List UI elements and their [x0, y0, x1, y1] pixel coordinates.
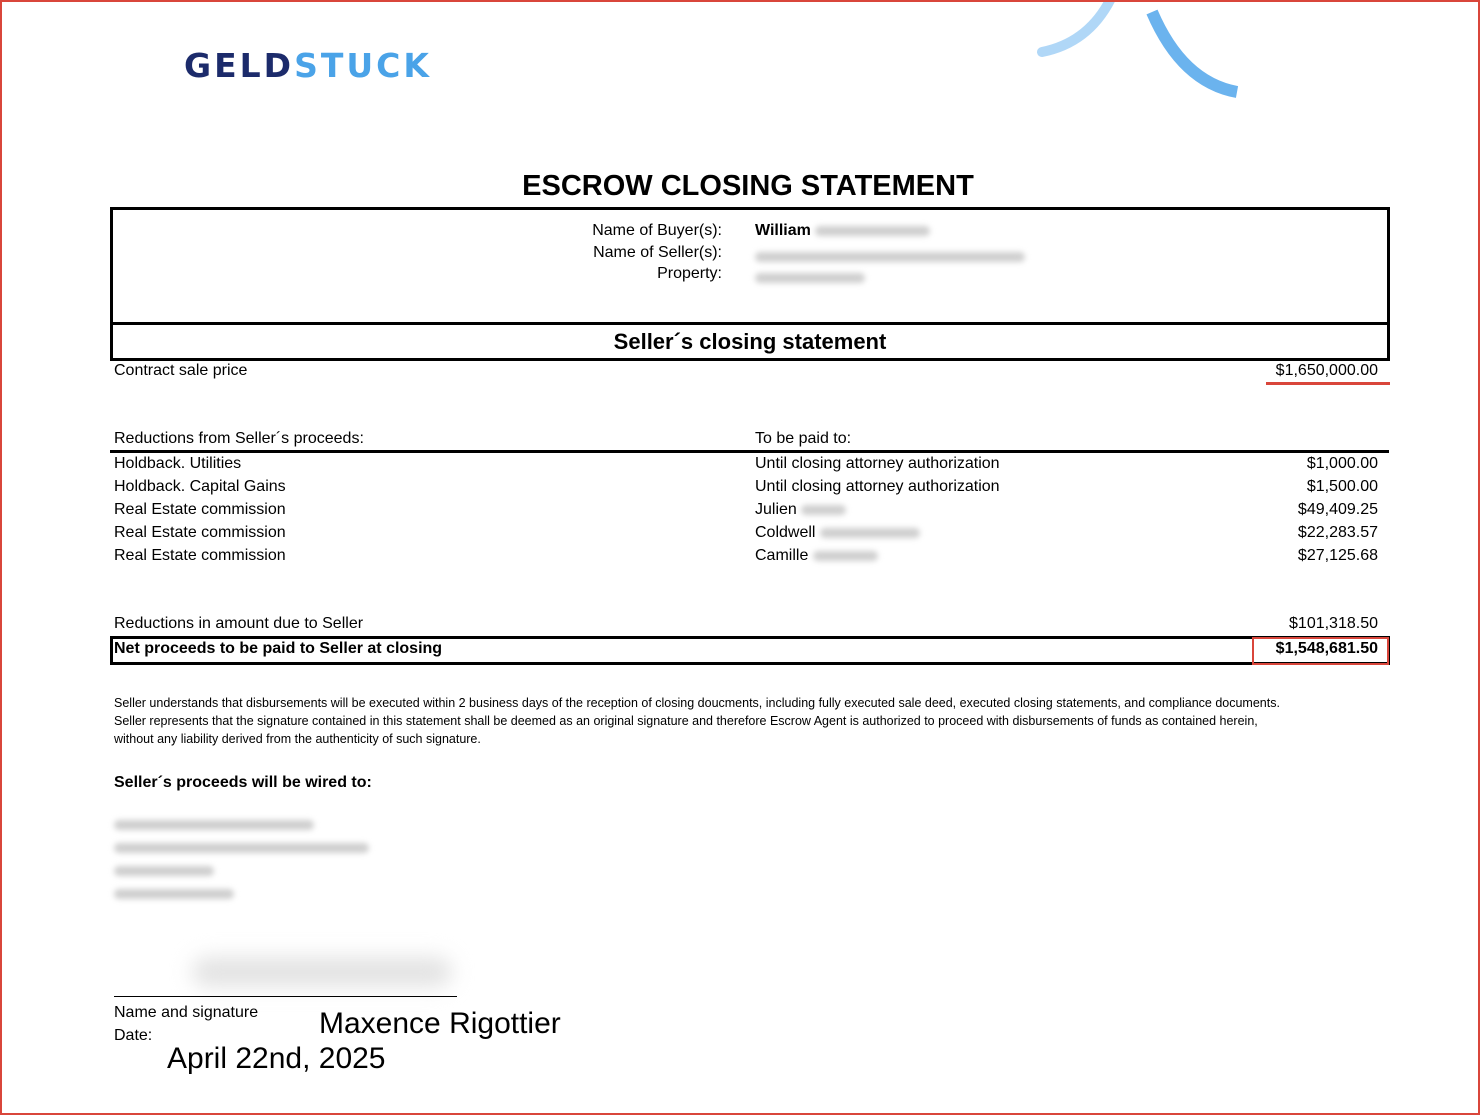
row-item: Holdback. Utilities: [114, 455, 242, 472]
disclaimer-line: without any liability derived from the authenticity of such signature.: [114, 732, 481, 746]
contract-highlight-underline: [1266, 382, 1390, 385]
buyer-value: [755, 222, 930, 240]
redacted-text: [114, 889, 234, 899]
seller-value-redacted: [755, 248, 1025, 266]
disclaimer: [114, 694, 1414, 748]
contract-value: $1,650,000.00: [1275, 362, 1378, 379]
parties-box: [110, 207, 1390, 325]
row-payee: Until closing attorney authorization: [755, 455, 1000, 472]
reductions-total-value: $101,318.50: [1289, 615, 1378, 632]
company-logo: GELDSTUCK: [184, 46, 432, 85]
redacted-text: [114, 866, 214, 876]
decorative-arc-graphic: [1022, 0, 1262, 112]
redacted-text: [114, 843, 369, 853]
payee-name: Coldwell: [755, 524, 816, 541]
row-payee: [755, 501, 846, 519]
row-item: Real Estate commission: [114, 501, 286, 518]
disclaimer-line: Seller represents that the signature contained in this statement shall be deemed as an original signature and therefore Escrow Agent is authorized to proceed with disbursements of funds as contained herein,: [114, 714, 1258, 728]
row-item: Real Estate commission: [114, 524, 286, 541]
net-proceeds-highlight: [1252, 637, 1389, 665]
row-amount: $27,125.68: [1297, 547, 1378, 564]
row-item: Holdback. Capital Gains: [114, 478, 286, 495]
section-title: Seller´s closing statement: [110, 322, 1390, 361]
payee-name: Julien: [755, 501, 797, 518]
redacted-text: [820, 528, 920, 538]
row-amount: $49,409.25: [1297, 501, 1378, 518]
contract-label: Contract sale price: [114, 362, 248, 379]
net-proceeds-label: Net proceeds to be paid to Seller at closing: [114, 640, 443, 657]
row-amount: $1,500.00: [1306, 478, 1378, 495]
signature-date: April 22nd, 2025: [167, 1042, 386, 1075]
row-payee: [755, 547, 878, 565]
seller-label: Name of Seller(s):: [593, 244, 722, 261]
property-label: Property:: [657, 265, 722, 282]
signer-name: Maxence Rigottier: [319, 1007, 561, 1040]
row-amount: $22,283.57: [1297, 524, 1378, 541]
signature-image-blurred: [192, 957, 452, 987]
redacted-text: [755, 252, 1025, 262]
row-item: Real Estate commission: [114, 547, 286, 564]
arc-left: [1042, 0, 1114, 52]
redacted-text: [815, 226, 930, 236]
property-value-redacted: [755, 269, 865, 287]
reductions-divider: [110, 450, 1389, 453]
reductions-header: Reductions from Seller´s proceeds:: [114, 430, 364, 447]
redacted-text: [114, 820, 314, 830]
row-payee: Until closing attorney authorization: [755, 478, 1000, 495]
buyer-name: William: [755, 222, 811, 239]
row-payee: [755, 524, 920, 542]
date-label: Date:: [114, 1027, 153, 1044]
net-proceeds-value: $1,548,681.50: [1275, 640, 1378, 657]
signature-line: [114, 996, 457, 997]
arc-right: [1152, 12, 1237, 92]
reductions-total-label: Reductions in amount due to Seller: [114, 615, 364, 632]
row-amount: $1,000.00: [1306, 455, 1378, 472]
name-signature-label: Name and signature: [114, 1004, 259, 1021]
redacted-text: [813, 551, 878, 561]
disclaimer-line: Seller understands that disbursements will be executed within 2 business days of the reception of closing doucments, including fully executed sale deed, executed closing statements, and compliance documents.: [114, 696, 1280, 710]
buyer-label: Name of Buyer(s):: [592, 222, 722, 239]
redacted-text: [755, 273, 865, 283]
payee-name: Camille: [755, 547, 809, 564]
wire-title: Seller´s proceeds will be wired to:: [114, 774, 372, 791]
wire-details-redacted: [114, 820, 369, 899]
paid-to-header: To be paid to:: [755, 430, 852, 447]
document-title: ESCROW CLOSING STATEMENT: [522, 170, 974, 202]
redacted-text: [801, 505, 846, 515]
